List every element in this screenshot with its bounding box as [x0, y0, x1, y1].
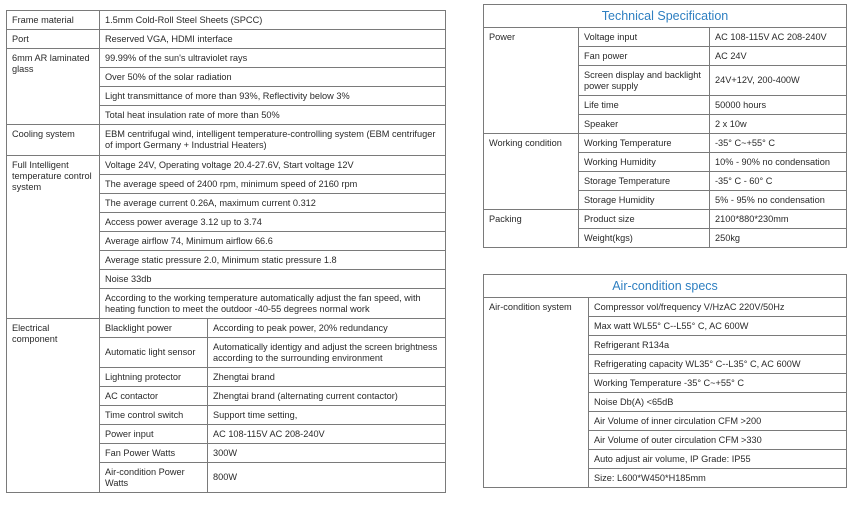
row-label: Full Intelligent temperature control system: [7, 156, 100, 319]
spec-value: 2100*880*230mm: [710, 210, 847, 229]
component-value: Support time setting,: [208, 406, 446, 425]
table-title: Technical Specification: [484, 5, 847, 28]
row-value: The average current 0.26A, maximum current 0.312: [100, 194, 446, 213]
table-row: [7, 49, 446, 68]
spec-value: 24V+12V, 200-400W: [710, 66, 847, 96]
spec-value: Refrigerating capacity WL35° C--L35° C, AC 600W: [589, 355, 847, 374]
component-name: Air-condition Power Watts: [100, 463, 208, 493]
spec-value: Size: L600*W450*H185mm: [589, 469, 847, 488]
spec-value: -35° C - 60° C: [710, 172, 847, 191]
row-value: The average speed of 2400 rpm, minimum speed of 2160 rpm: [100, 175, 446, 194]
spec-value: Noise Db(A) <65dB: [589, 393, 847, 412]
spec-value: Air Volume of inner circulation CFM >200: [589, 412, 847, 431]
table-row: [7, 125, 446, 156]
spec-value: AC 24V: [710, 47, 847, 66]
spec-name: Working Temperature: [579, 134, 710, 153]
row-value: 1.5mm Cold-Roll Steel Sheets (SPCC): [100, 11, 446, 30]
spec-value: 250kg: [710, 229, 847, 248]
row-label: Electrical component: [7, 319, 100, 493]
spec-name: Life time: [579, 96, 710, 115]
component-value: 300W: [208, 444, 446, 463]
row-value: Access power average 3.12 up to 3.74: [100, 213, 446, 232]
row-label: Port: [7, 30, 100, 49]
spec-name: Weight(kgs): [579, 229, 710, 248]
spec-name: Speaker: [579, 115, 710, 134]
component-name: Time control switch: [100, 406, 208, 425]
spec-name: Voltage input: [579, 28, 710, 47]
component-value: Zhengtai brand (alternating current contactor): [208, 387, 446, 406]
table-title-row: [484, 5, 847, 28]
component-name: Blacklight power: [100, 319, 208, 338]
row-label: 6mm AR laminated glass: [7, 49, 100, 125]
group-label: Working condition: [484, 134, 579, 210]
spec-name: Screen display and backlight power supply: [579, 66, 710, 96]
row-label: Cooling system: [7, 125, 100, 156]
spec-name: Storage Humidity: [579, 191, 710, 210]
spec-value: Compressor vol/frequency V/HzAC 220V/50Hz: [589, 298, 847, 317]
spec-name: Storage Temperature: [579, 172, 710, 191]
spec-value: Auto adjust air volume, IP Grade: IP55: [589, 450, 847, 469]
component-value: AC 108-115V AC 208-240V: [208, 425, 446, 444]
component-value: 800W: [208, 463, 446, 493]
component-value: Automatically identigy and adjust the screen brightness according to the surrounding environment: [208, 338, 446, 368]
row-value: 99.99% of the sun's ultraviolet rays: [100, 49, 446, 68]
row-value: Average airflow 74, Minimum airflow 66.6: [100, 232, 446, 251]
table-row: [484, 210, 847, 229]
group-label: Air-condition system: [484, 298, 589, 488]
air-condition-specs-table: [483, 274, 847, 488]
row-value: Noise 33db: [100, 270, 446, 289]
table-row: [484, 134, 847, 153]
spec-name: Working Humidity: [579, 153, 710, 172]
spec-value: Working Temperature -35° C~+55° C: [589, 374, 847, 393]
spec-value: AC 108-115V AC 208-240V: [710, 28, 847, 47]
spec-value: 5% - 95% no condensation: [710, 191, 847, 210]
row-value: Total heat insulation rate of more than 50%: [100, 106, 446, 125]
component-value: Zhengtai brand: [208, 368, 446, 387]
table-row: [7, 30, 446, 49]
table-title: Air-condition specs: [484, 275, 847, 298]
component-value: According to peak power, 20% redundancy: [208, 319, 446, 338]
table-row: [484, 28, 847, 47]
table-title-row: [484, 275, 847, 298]
spec-value: Air Volume of outer circulation CFM >330: [589, 431, 847, 450]
table-row: [7, 11, 446, 30]
main-spec-table: [6, 10, 446, 493]
row-value: Average static pressure 2.0, Minimum static pressure 1.8: [100, 251, 446, 270]
technical-specification-table: [483, 4, 847, 248]
component-name: Automatic light sensor: [100, 338, 208, 368]
row-value: According to the working temperature automatically adjust the fan speed, with heating function to meet the outdoor -40-55 degrees normal work: [100, 289, 446, 319]
spec-name: Product size: [579, 210, 710, 229]
spec-value: 10% - 90% no condensation: [710, 153, 847, 172]
spec-value: 2 x 10w: [710, 115, 847, 134]
component-name: AC contactor: [100, 387, 208, 406]
spec-value: Refrigerant R134a: [589, 336, 847, 355]
table-row: [7, 319, 446, 338]
table-row: [7, 156, 446, 175]
table-row: [484, 298, 847, 317]
group-label: Packing: [484, 210, 579, 248]
row-value: EBM centrifugal wind, intelligent temperature-controlling system (EBM centrifuger of import Germany + Industrial Heaters): [100, 125, 446, 156]
row-value: Light transmittance of more than 93%, Reflectivity below 3%: [100, 87, 446, 106]
spec-value: -35° C~+55° C: [710, 134, 847, 153]
spec-name: Fan power: [579, 47, 710, 66]
row-label: Frame material: [7, 11, 100, 30]
spec-value: Max watt WL55° C--L55° C, AC 600W: [589, 317, 847, 336]
component-name: Lightning protector: [100, 368, 208, 387]
spec-value: 50000 hours: [710, 96, 847, 115]
component-name: Fan Power Watts: [100, 444, 208, 463]
row-value: Reserved VGA, HDMI interface: [100, 30, 446, 49]
group-label: Power: [484, 28, 579, 134]
row-value: Voltage 24V, Operating voltage 20.4-27.6V, Start voltage 12V: [100, 156, 446, 175]
component-name: Power input: [100, 425, 208, 444]
row-value: Over 50% of the solar radiation: [100, 68, 446, 87]
